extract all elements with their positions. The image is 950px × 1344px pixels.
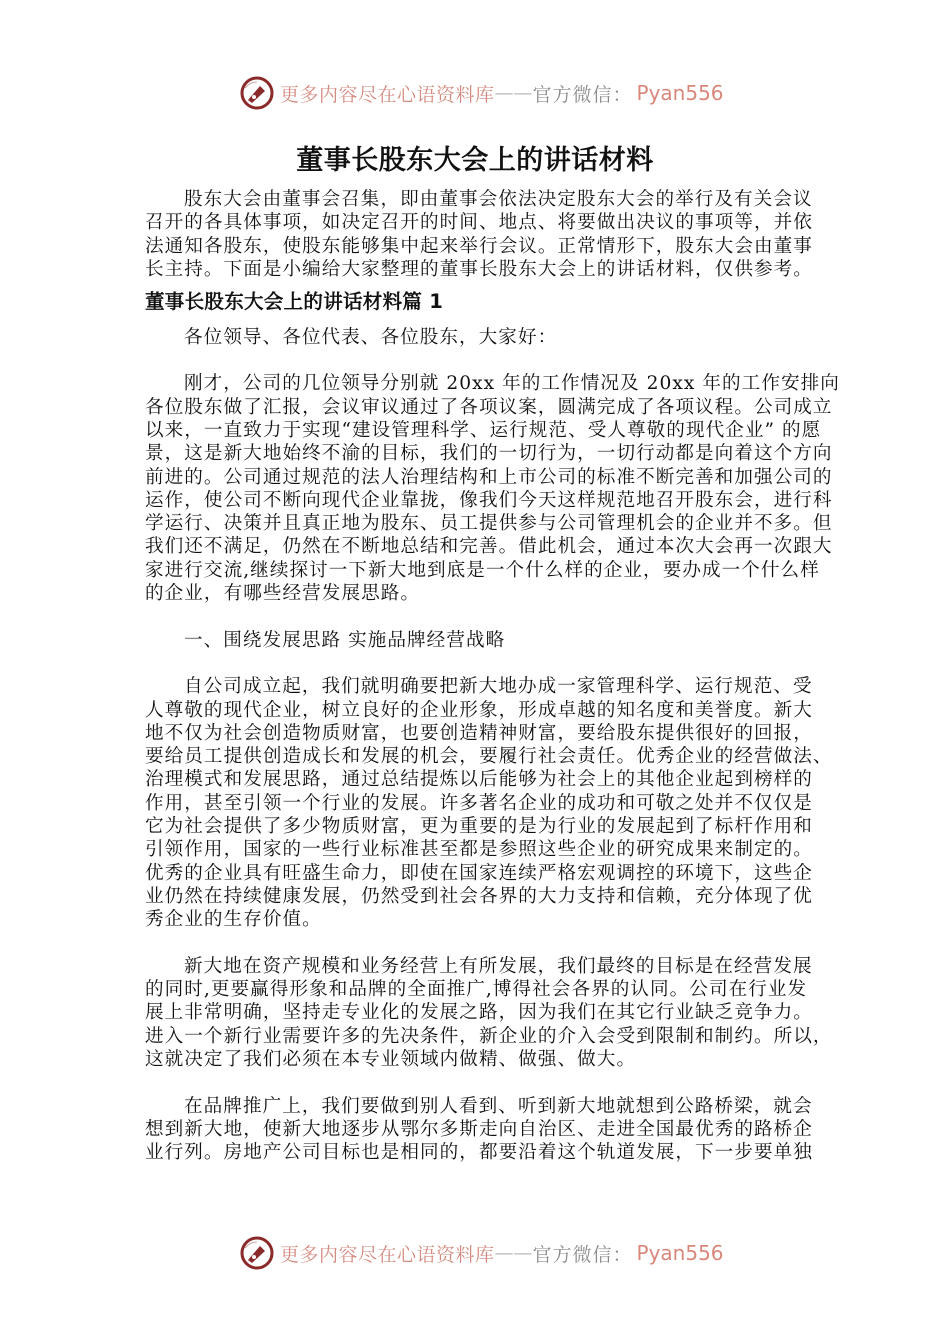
footer-banner	[240, 1233, 724, 1273]
text-line: 长主持。下面是小编给大家整理的董事长股东大会上的讲话材料，仅供参考。	[145, 258, 813, 280]
text-line: 运作，使公司不断向现代企业靠拢，像我们今天这样规范地召开股东会，进行科	[145, 489, 833, 511]
pen-nib-icon	[240, 76, 274, 110]
text-line: 股东大会由董事会召集，即由董事会依法决定股东大会的举行及有关会议	[184, 189, 813, 210]
text-line: 的企业，有哪些经营发展思路。	[145, 583, 421, 605]
text-line: 新大地在资产规模和业务经营上有所发展，我们最终的目标是在经营发展	[184, 955, 813, 977]
document-title: 董事长股东大会上的讲话材料	[296, 145, 654, 176]
text-line: 优秀的企业具有旺盛生命力，即使在国家连续严格宏观调控的环境下，这些企	[145, 862, 813, 884]
text-line: 各位股东做了汇报，会议审议通过了各项议案，圆满完成了各项议程。公司成立	[145, 396, 833, 418]
paragraph-1	[145, 372, 840, 605]
text-line: 自公司成立起，我们就明确要把新大地办成一家管理科学、运行规范、受	[184, 676, 813, 698]
wechat-id: Pyan556	[636, 81, 724, 105]
section-heading: 董事长股东大会上的讲话材料篇 1	[145, 290, 444, 314]
wechat-label: 官方微信：	[532, 1243, 633, 1266]
text-line: 业行列。房地产公司目标也是相同的，都要沿着这个轨道发展，下一步要单独	[145, 1142, 813, 1164]
text-line: 在品牌推广上，我们要做到别人看到、听到新大地就想到公路桥梁，就会	[184, 1095, 813, 1117]
text-line: 业仍然在持续健康发展，仍然受到社会各界的大力支持和信赖，充分体现了优	[145, 885, 813, 907]
paragraph-3	[145, 955, 833, 1071]
document-body	[145, 188, 840, 1164]
text-line: 的同时,更要赢得形象和品牌的全面推广,博得社会各界的认同。公司在行业发	[145, 979, 808, 1001]
text-line: 它为社会提供了多少物质财富，更为重要的是为行业的发展起到了标杆作用和	[145, 816, 813, 838]
text-line: 秀企业的生存价值。	[145, 909, 322, 931]
text-line: 家进行交流,继续探讨一下新大地到底是一个什么样的企业，要办成一个什么样	[145, 559, 820, 581]
separator-dash: ——	[494, 82, 533, 104]
text-line: 要给员工提供创造成长和发展的机会，要履行社会责任。优秀企业的经营做法、	[145, 746, 833, 768]
text-line: 刚才，公司的几位领导分别就 20xx 年的工作情况及 20xx 年的工作安排向	[184, 373, 840, 395]
wechat-label: 官方微信：	[532, 83, 633, 106]
text-line: 引领作用，国家的一些行业标准甚至都是参照这些企业的研究成果来制定的。	[145, 839, 813, 861]
pen-nib-icon	[240, 1236, 274, 1270]
subheading: 一、围绕发展思路 实施品牌经营战略	[184, 629, 506, 651]
text-line: 展上非常明确，坚持走专业化的发展之路，因为我们在其它行业缺乏竞争力。	[145, 1002, 813, 1024]
paragraph-2	[145, 675, 833, 931]
text-line: 法通知各股东，使股东能够集中起来举行会议。正常情形下，股东大会由董事	[145, 235, 813, 257]
separator-dash: ——	[494, 1242, 533, 1264]
text-line: 进入一个新行业需要许多的先决条件，新企业的介入会受到限制和制约。所以，	[145, 1025, 833, 1047]
intro-paragraph	[145, 188, 815, 281]
wechat-id: Pyan556	[636, 1241, 724, 1265]
paragraph-4	[145, 1095, 815, 1165]
text-line: 前进的。公司通过规范的法人治理结构和上市公司的标准不断完善和加强公司的	[145, 466, 833, 488]
text-line: 想到新大地，使新大地逐步从鄂尔多斯走向自治区、走进全国最优秀的路桥企	[145, 1118, 813, 1140]
text-line: 以来，一直致力于实现“建设管理科学、运行规范、受人尊敬的现代企业” 的愿	[145, 419, 822, 441]
header-banner	[240, 73, 724, 113]
text-line: 景，这是新大地始终不渝的目标，我们的一切行为，一切行动都是向着这个方向	[145, 443, 833, 465]
text-line: 我们还不满足，仍然在不断地总结和完善。借此机会，通过本次大会再一次跟大	[145, 536, 833, 558]
site-slogan: 更多内容尽在心语资料库	[280, 1243, 495, 1266]
text-line: 地不仅为社会创造物质财富，也要创造精神财富，要给股东提供很好的回报，	[145, 722, 813, 744]
text-line: 治理模式和发展思路，通过总结提炼以后能够为社会上的其他企业起到榜样的	[145, 769, 813, 791]
text-line: 这就决定了我们必须在本专业领域内做精、做强、做大。	[145, 1048, 637, 1070]
greeting: 各位领导、各位代表、各位股东，大家好：	[184, 326, 558, 348]
text-line: 学运行、决策并且真正地为股东、员工提供参与公司管理机会的企业并不多。但	[145, 513, 833, 535]
site-slogan: 更多内容尽在心语资料库	[280, 83, 495, 106]
text-line: 人尊敬的现代企业，树立良好的企业形象，形成卓越的知名度和美誉度。新大	[145, 699, 813, 721]
text-line: 作用，甚至引领一个行业的发展。许多著名企业的成功和可敬之处并不仅仅是	[145, 792, 813, 814]
text-line: 召开的各具体事项，如决定召开的时间、地点、将要做出决议的事项等，并依	[145, 212, 813, 234]
